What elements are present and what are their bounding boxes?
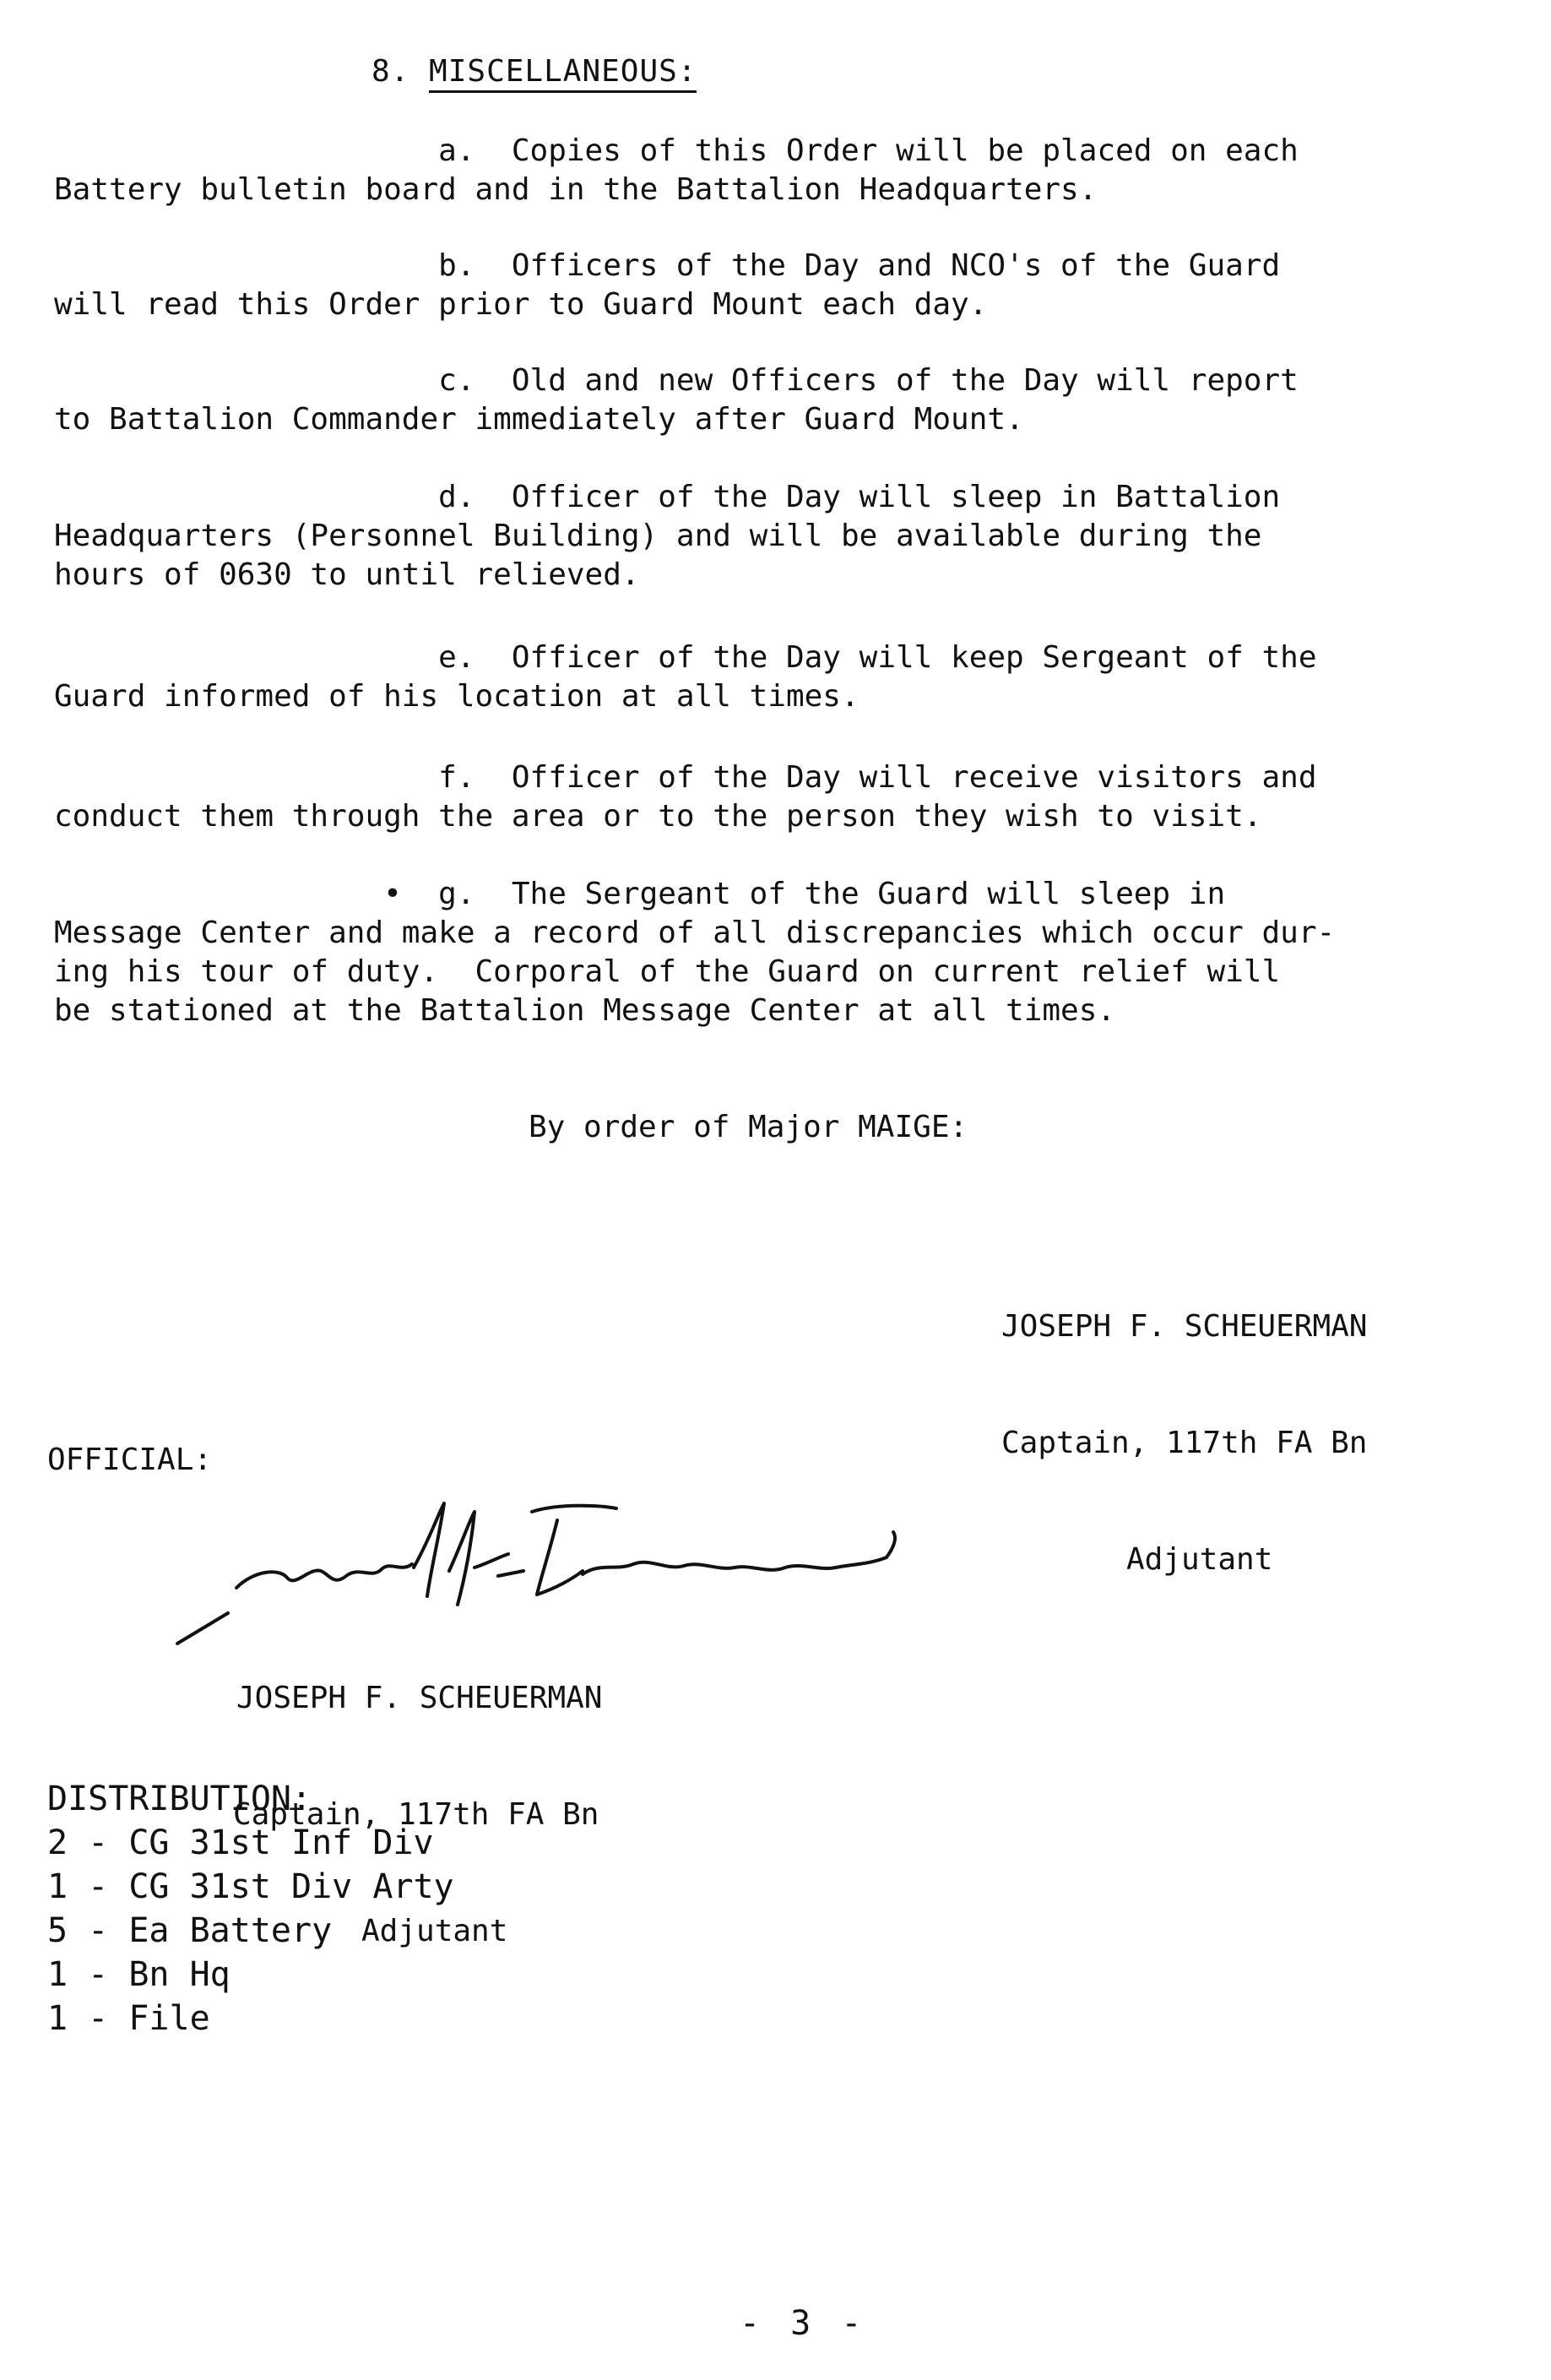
section-title: MISCELLANEOUS: <box>429 54 697 93</box>
signatory-title: Adjutant <box>1126 1542 1273 1577</box>
paragraph-d: d. Officer of the Day will sleep in Battalion Headquarters (Personnel Building) and will be available during the hours of 0630 to until relieved. <box>54 480 1281 592</box>
signatory-name: JOSEPH F. SCHEUERMAN <box>1001 1309 1368 1344</box>
distribution-item: 1 - File <box>47 1999 210 2038</box>
official-title: Adjutant <box>361 1914 508 1948</box>
distribution-item: 5 - Ea Battery <box>47 1911 333 1950</box>
section-number: 8. <box>371 54 410 89</box>
official-label: OFFICIAL: <box>47 1443 213 1477</box>
paragraph-a: a. Copies of this Order will be placed on each Battery bulletin board and in the Battalion Headquarters. <box>54 133 1299 207</box>
distribution-label: DISTRIBUTION: <box>47 1780 312 1818</box>
official-rank: Captain, 117th FA Bn <box>233 1797 599 1832</box>
adjutant-signature-block <box>1001 1230 1367 1657</box>
paragraph-f: f. Officer of the Day will receive visitors and conduct them through the area or to the person they wish to visit. <box>54 760 1317 834</box>
paragraph-c: c. Old and new Officers of the Day will report to Battalion Commander immediately after Guard Mount. <box>54 363 1299 437</box>
paragraph-b: b. Officers of the Day and NCO's of the Guard will read this Order prior to Guard Mount each day. <box>54 248 1281 322</box>
paragraph-e: e. Officer of the Day will keep Sergeant of the Guard informed of his location at all times. <box>54 640 1317 714</box>
distribution-item: 1 - Bn Hq <box>47 1955 230 1994</box>
official-name: JOSEPH F. SCHEUERMAN <box>236 1681 603 1715</box>
closing-line: By order of Major MAIGE: <box>529 1110 968 1144</box>
signatory-rank: Captain, 117th FA Bn <box>1001 1426 1368 1460</box>
paragraph-g: • g. The Sergeant of the Guard will sleep in Message Center and make a record of all discrepancies which occur dur- ing his tour of duty. Corporal of the Guard on current relief will be stationed at the Battalion Message Center at all times. <box>54 877 1336 1028</box>
distribution-item: 1 - CG 31st Div Arty <box>47 1867 454 1906</box>
distribution-list <box>47 1777 454 2040</box>
section-heading <box>371 52 697 91</box>
page-number: - 3 - <box>740 2304 867 2343</box>
distribution-item: 2 - CG 31st Inf Div <box>47 1823 434 1862</box>
